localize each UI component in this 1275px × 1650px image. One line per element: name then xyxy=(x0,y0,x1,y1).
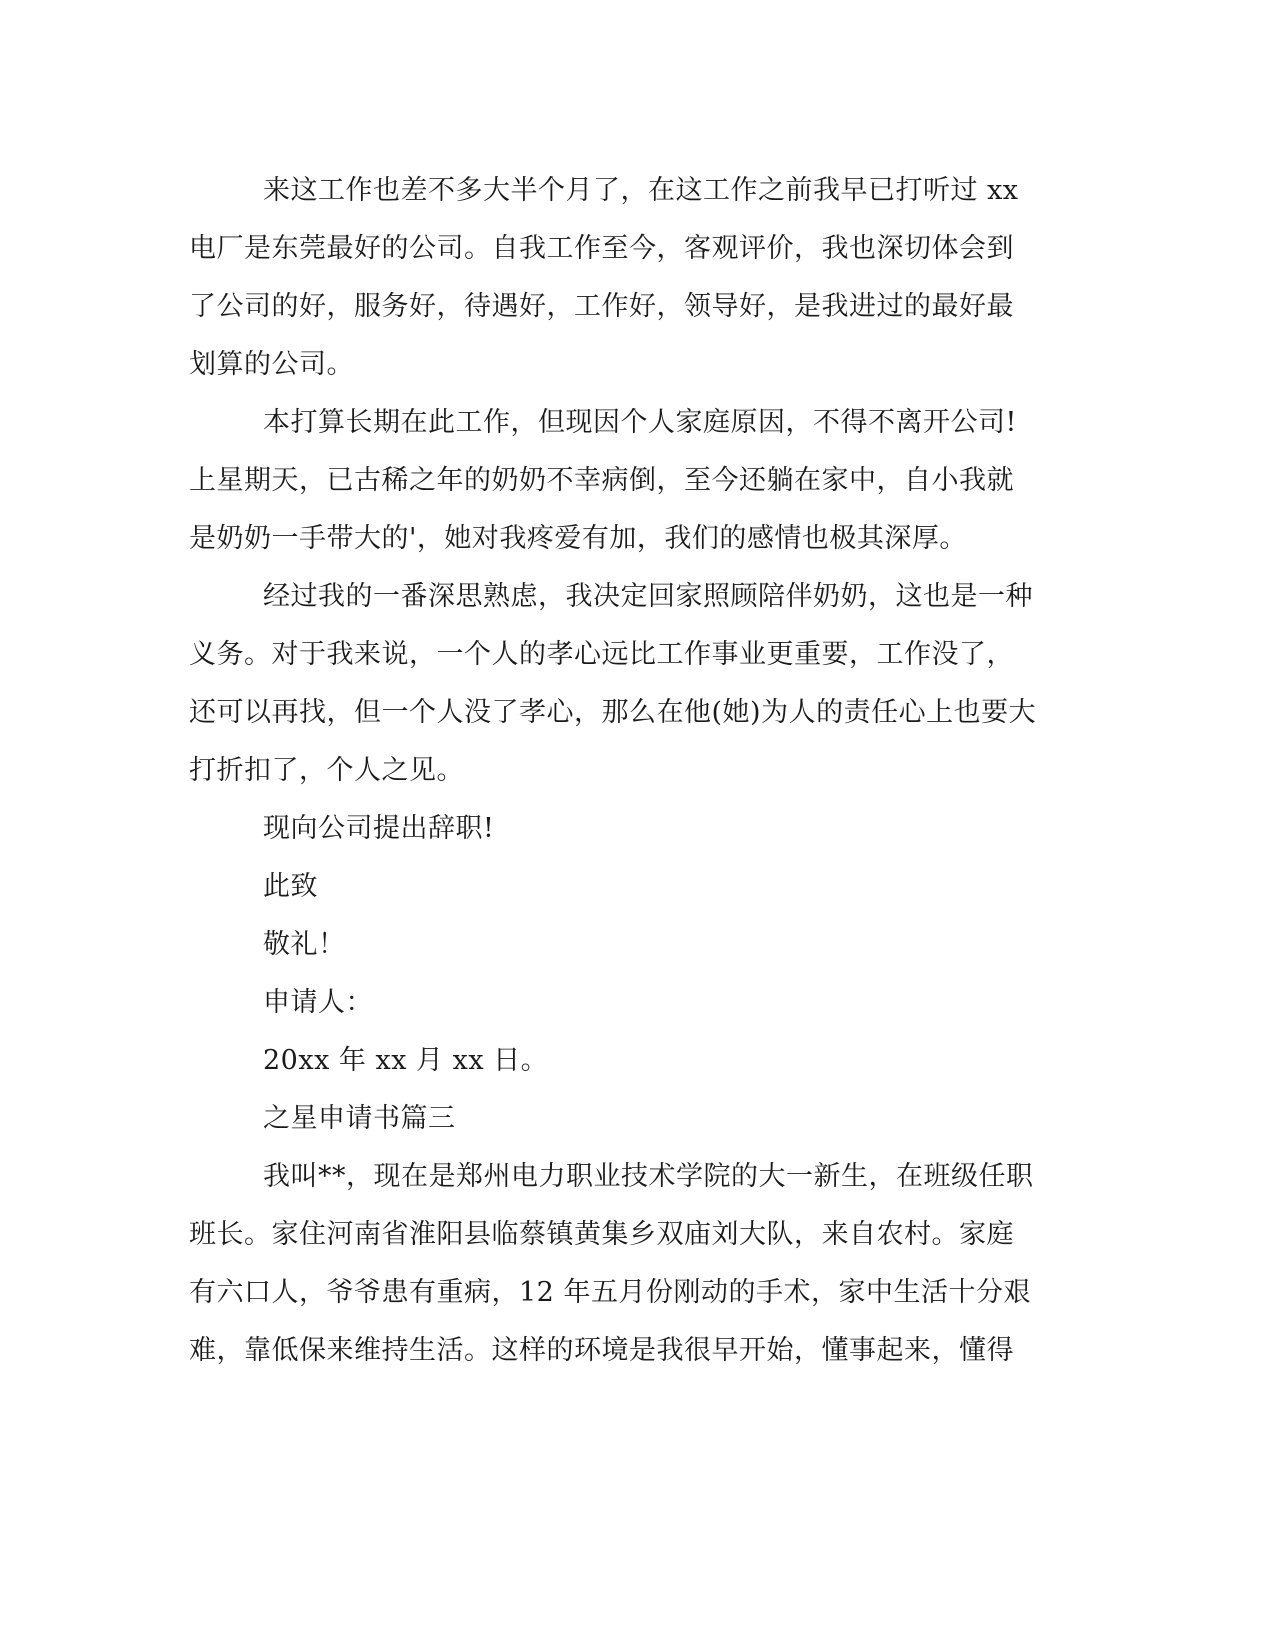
paragraph-line: 打折扣了，个人之见。 xyxy=(189,755,464,786)
paragraph-line: 本打算长期在此工作，但现因个人家庭原因，不得不离开公司! xyxy=(263,407,1017,438)
paragraph-line: 义务。对于我来说，一个人的孝心远比工作事业更重要，工作没了， xyxy=(189,639,1014,670)
paragraph-line: 经过我的一番深思熟虑，我决定回家照顾陪伴奶奶，这也是一种 xyxy=(263,581,1033,612)
paragraph-line: 上星期天，已古稀之年的奶奶不幸病倒，至今还躺在家中，自小我就 xyxy=(189,465,1014,496)
applicant-label: 申请人： xyxy=(263,987,373,1018)
paragraph-line: 来这工作也差不多大半个月了，在这工作之前我早已打听过 xx xyxy=(263,175,1019,206)
closing-line: 敬礼！ xyxy=(263,929,346,960)
salutation-line: 此致 xyxy=(263,871,318,902)
paragraph-line: 班长。家住河南省淮阳县临蔡镇黄集乡双庙刘大队，来自农村。家庭 xyxy=(189,1219,1014,1250)
section-heading: 之星申请书篇三 xyxy=(263,1103,456,1134)
paragraph-line: 有六口人，爷爷患有重病，12 年五月份刚动的手术，家中生活十分艰 xyxy=(189,1277,1031,1308)
paragraph-line: 我叫**，现在是郑州电力职业技术学院的大一新生，在班级任职 xyxy=(263,1161,1034,1192)
paragraph-line: 还可以再找，但一个人没了孝心，那么在他(她)为人的责任心上也要大 xyxy=(189,697,1037,728)
date-line: 20xx 年 xx 月 xx 日。 xyxy=(263,1045,549,1076)
resignation-statement: 现向公司提出辞职! xyxy=(263,813,495,844)
paragraph-line: 电厂是东莞最好的公司。自我工作至今，客观评价，我也深切体会到 xyxy=(189,233,1014,264)
paragraph-line: 难，靠低保来维持生活。这样的环境是我很早开始，懂事起来，懂得 xyxy=(189,1335,1014,1366)
paragraph-line: 了公司的好，服务好，待遇好，工作好，领导好，是我进过的最好最 xyxy=(189,291,1014,322)
paragraph-line: 划算的公司。 xyxy=(189,349,354,380)
paragraph-line: 是奶奶一手带大的'，她对我疼爱有加，我们的感情也极其深厚。 xyxy=(189,523,967,554)
